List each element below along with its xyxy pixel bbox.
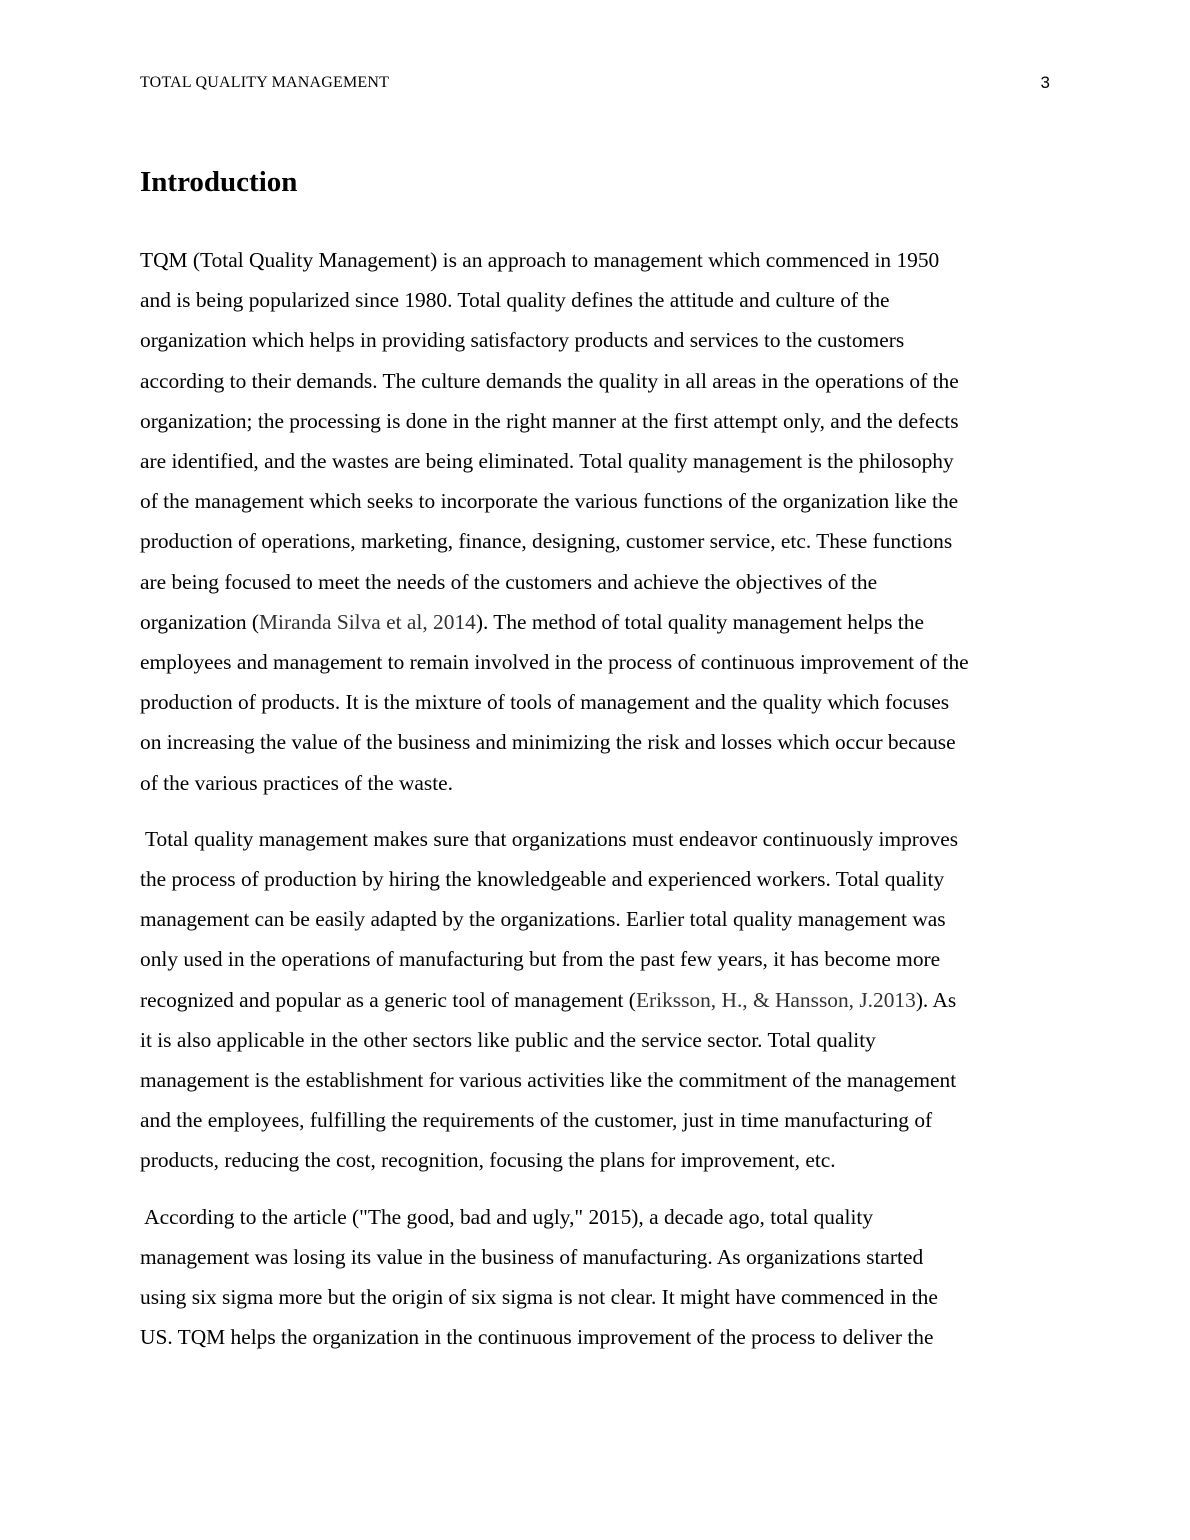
section-heading: Introduction xyxy=(140,166,298,198)
text-line: management can be easily adapted by the organizations. Earlier total quality management was xyxy=(140,907,946,932)
text-line: TQM (Total Quality Management) is an approach to management which commenced in 1950 xyxy=(140,248,940,272)
text-line: are being focused to meet the needs of the customers and achieve the objectives of the xyxy=(140,569,878,594)
citation: Miranda Silva et al, 2014 xyxy=(259,609,476,634)
text-line: and is being popularized since 1980. Total quality defines the attitude and culture of the xyxy=(140,288,890,313)
text-line: of the management which seeks to incorporate the various functions of the organization like the xyxy=(140,489,959,514)
text-line: Total quality management makes sure that organizations must endeavor continuously improves xyxy=(140,826,959,851)
text-segment: organization ( xyxy=(140,609,259,634)
paragraph-1 xyxy=(140,240,1052,803)
text-line: management was losing its value in the business of manufacturing. As organizations started xyxy=(140,1244,924,1269)
citation: Eriksson, H., & Hansson, J.2013 xyxy=(635,987,916,1012)
body-text xyxy=(140,240,1052,1373)
text-line: using six sigma more but the origin of six sigma is not clear. It might have commenced in the xyxy=(140,1285,938,1310)
text-line: are identified, and the wastes are being eliminated. Total quality management is the philosophy xyxy=(140,449,954,474)
text-line: of the various practices of the waste. xyxy=(140,770,454,795)
text-line: production of operations, marketing, finance, designing, customer service, etc. These functions xyxy=(140,529,953,554)
text-line: According to the article ("The good, bad and ugly," 2015), a decade ago, total quality xyxy=(140,1204,874,1229)
text-line: employees and management to remain involved in the process of continuous improvement of the xyxy=(140,650,969,675)
text-line-with-citation xyxy=(140,980,1052,1020)
text-line: according to their demands. The culture demands the quality in all areas in the operations of the xyxy=(140,368,959,393)
text-line: it is also applicable in the other sectors like public and the service sector. Total quality xyxy=(140,1027,876,1052)
text-line: production of products. It is the mixture of tools of management and the quality which focuses xyxy=(140,690,950,715)
text-line: organization which helps in providing satisfactory products and services to the customers xyxy=(140,328,905,353)
text-line: on increasing the value of the business and minimizing the risk and losses which occur because xyxy=(140,730,956,755)
text-line: US. TQM helps the organization in the continuous improvement of the process to deliver the xyxy=(140,1325,934,1350)
paragraph-3 xyxy=(140,1197,1052,1358)
text-line: organization; the processing is done in the right manner at the first attempt only, and the defects xyxy=(140,408,959,433)
text-line-with-citation xyxy=(140,602,1052,642)
text-line: only used in the operations of manufacturing but from the past few years, it has become more xyxy=(140,947,941,972)
running-head: TOTAL QUALITY MANAGEMENT xyxy=(140,74,390,91)
paragraph-2 xyxy=(140,819,1052,1181)
text-segment: recognized and popular as a generic tool of management ( xyxy=(140,987,636,1012)
text-line: the process of production by hiring the knowledgeable and experienced workers. Total quality xyxy=(140,867,945,892)
text-segment: ). The method of total quality management helps the xyxy=(475,609,924,634)
text-line: and the employees, fulfilling the requirements of the customer, just in time manufacturing of xyxy=(140,1108,933,1133)
text-line: management is the establishment for various activities like the commitment of the management xyxy=(140,1068,957,1093)
text-line: products, reducing the cost, recognition, focusing the plans for improvement, etc. xyxy=(140,1148,836,1173)
page-number: 3 xyxy=(1040,73,1050,92)
text-segment: ). As xyxy=(915,987,957,1012)
